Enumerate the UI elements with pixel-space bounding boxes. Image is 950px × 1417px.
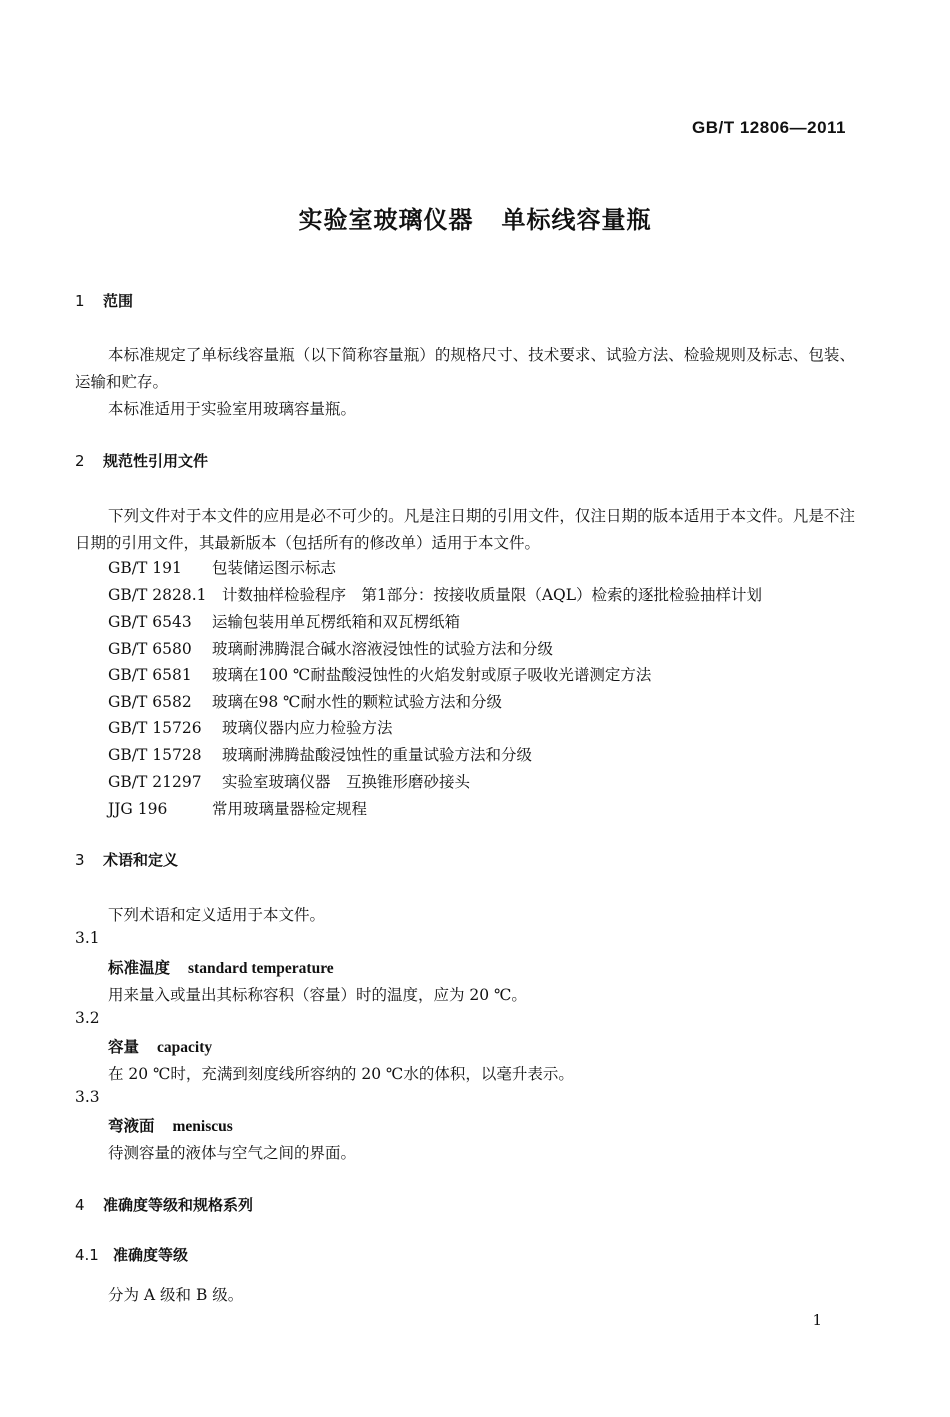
reference-item: GB/T 6582 玻璃在98 ℃耐水性的颗粒试验方法和分级 (108, 693, 502, 711)
section-1-heading: 1 范围 (75, 292, 134, 310)
title-part-2: 单标线容量瓶 (501, 206, 652, 234)
reference-item: GB/T 15728 玻璃耐沸腾盐酸浸蚀性的重量试验方法和分级 (108, 746, 533, 764)
section-3-heading: 3 术语和定义 (75, 851, 179, 869)
page-number: 1 (812, 1311, 822, 1329)
section-2-heading: 2 规范性引用文件 (75, 452, 209, 470)
section-4-1-heading: 4.1 准确度等级 (75, 1246, 189, 1264)
term-definition: 待测容量的液体与空气之间的界面。 (108, 1144, 357, 1162)
term-definition: 用来量入或量出其标称容积（容量）时的温度，应为 20 ℃。 (108, 986, 527, 1004)
term-number: 3.2 (75, 1009, 100, 1027)
reference-item: GB/T 6581 玻璃在100 ℃耐盐酸浸蚀性的火焰发射或原子吸收光谱测定方法 (108, 666, 652, 684)
reference-item: GB/T 6543 运输包装用单瓦楞纸箱和双瓦楞纸箱 (108, 613, 461, 631)
reference-item: GB/T 6580 玻璃耐沸腾混合碱水溶液浸蚀性的试验方法和分级 (108, 640, 554, 658)
document-title (0, 200, 950, 235)
standard-code: GB/T 12806—2011 (692, 118, 846, 137)
term-name: 弯液面 meniscus (108, 1116, 233, 1135)
term-number: 3.3 (75, 1088, 100, 1106)
section-4-heading: 4 准确度等级和规格系列 (75, 1196, 254, 1214)
term-name: 标准温度 standard temperature (108, 958, 334, 977)
section-2-intro: 下列文件对于本文件的应用是必不可少的。凡是注日期的引用文件，仅注日期的版本适用于本文件。凡是不注日期的引用文件，其最新版本（包括所有的修改单）适用于本文件。 (75, 507, 855, 552)
reference-item: GB/T 2828.1 计数抽样检验程序 第1部分：按接收质量限（AQL）检索的逐批检验抽样计划 (108, 586, 763, 604)
term-definition: 在 20 ℃时，充满到刻度线所容纳的 20 ℃水的体积，以毫升表示。 (108, 1065, 574, 1083)
section-1-paragraph-2: 本标准适用于实验室用玻璃容量瓶。 (108, 400, 357, 418)
section-3-intro: 下列术语和定义适用于本文件。 (108, 906, 326, 924)
title-part-1: 实验室玻璃仪器 (298, 206, 474, 234)
reference-item: JJG 196 常用玻璃量器检定规程 (108, 800, 368, 818)
term-name: 容量 capacity (108, 1037, 213, 1056)
reference-item: GB/T 21297 实验室玻璃仪器 互换锥形磨砂接头 (108, 773, 471, 791)
reference-item: GB/T 15726 玻璃仪器内应力检验方法 (108, 719, 393, 737)
section-4-1-paragraph: 分为 A 级和 B 级。 (108, 1286, 244, 1304)
section-1-paragraph-1: 本标准规定了单标线容量瓶（以下简称容量瓶）的规格尺寸、技术要求、试验方法、检验规则及标志、包装、运输和贮存。 (75, 346, 855, 391)
reference-item: GB/T 191 包装储运图示标志 (108, 559, 337, 577)
term-number: 3.1 (75, 929, 100, 947)
